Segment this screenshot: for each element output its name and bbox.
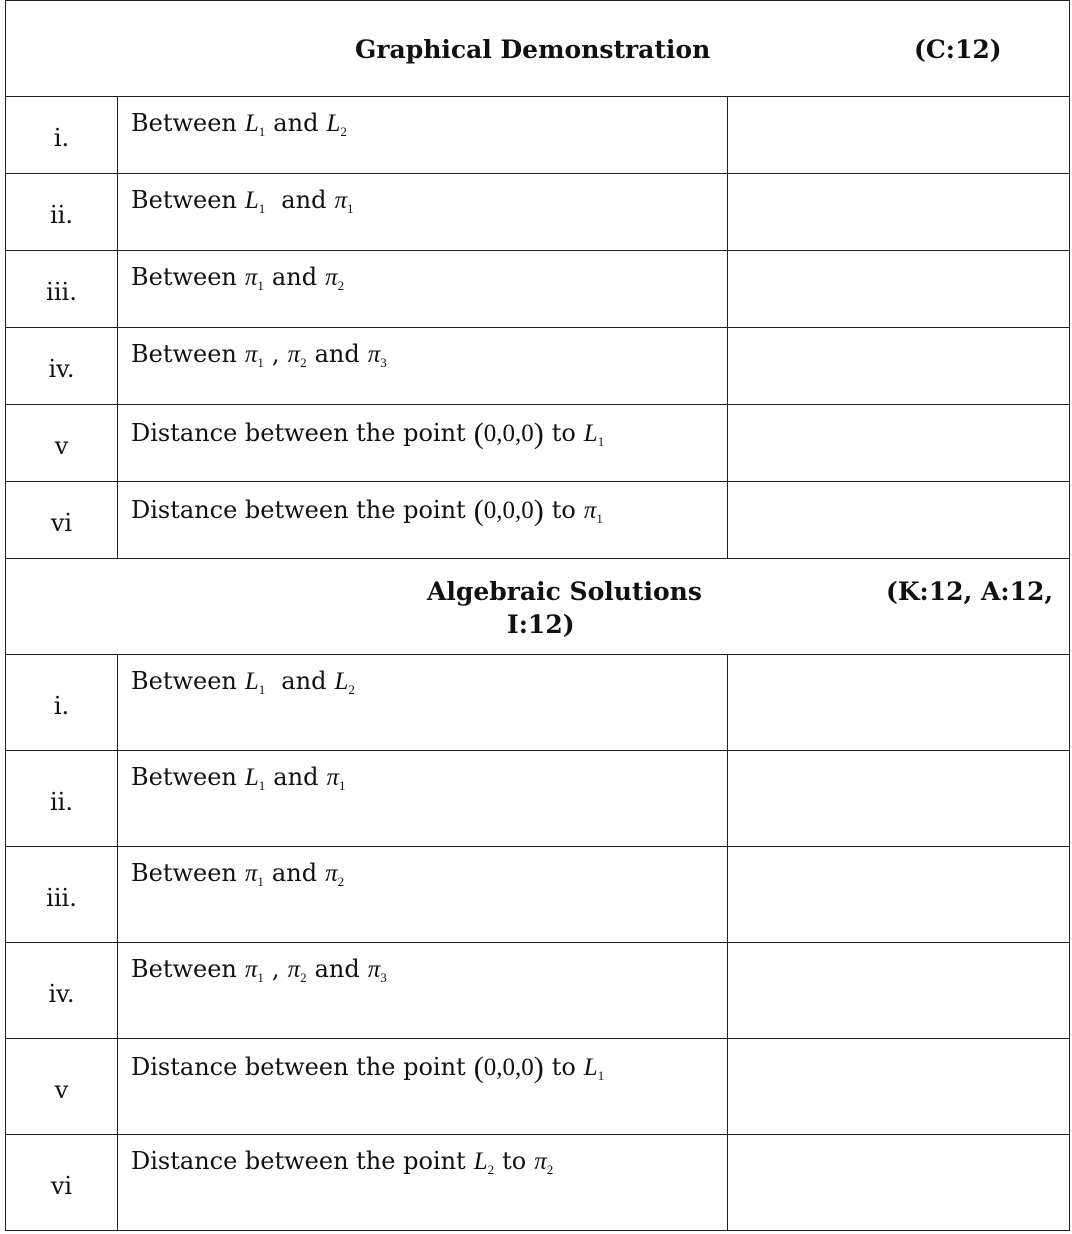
table-row (6, 751, 1070, 847)
answer-cell[interactable] (728, 482, 1070, 559)
row-number: ii. (6, 751, 118, 847)
answer-cell[interactable] (728, 1135, 1070, 1231)
section-code: (C:12) (914, 35, 1002, 64)
row-description: Between $L_1$ and $\pi_1$ (118, 174, 728, 251)
section-header-graphical (6, 1, 1070, 97)
row-description: Between $\pi_1$ and $\pi_2$ (118, 847, 728, 943)
row-description: Between $\pi_1$ , $\pi_2$ and $\pi_3$ (118, 328, 728, 405)
worksheet-table (5, 0, 1070, 1231)
table-row (6, 328, 1070, 405)
row-number: v (6, 1039, 118, 1135)
table-row (6, 482, 1070, 559)
table-row (6, 1135, 1070, 1231)
answer-cell[interactable] (728, 97, 1070, 174)
table-row (6, 655, 1070, 751)
row-number: i. (6, 97, 118, 174)
answer-cell[interactable] (728, 405, 1070, 482)
section-title: Graphical Demonstration (355, 35, 711, 64)
section-code: (K:12, A:12, (886, 577, 1054, 606)
row-description: Distance between the point $L_2$ to $\pi_2$ (118, 1135, 728, 1231)
row-number: i. (6, 655, 118, 751)
answer-cell[interactable] (728, 751, 1070, 847)
row-number: vi (6, 482, 118, 559)
row-description: Distance between the point (0,0,0) to $L_1$ (118, 1039, 728, 1135)
row-description: Between $L_1$ and $L_2$ (118, 97, 728, 174)
row-description: Between $\pi_1$ and $\pi_2$ (118, 251, 728, 328)
answer-cell[interactable] (728, 655, 1070, 751)
row-number: v (6, 405, 118, 482)
table-row (6, 251, 1070, 328)
section-title: Algebraic Solutions (427, 577, 702, 606)
answer-cell[interactable] (728, 174, 1070, 251)
answer-cell[interactable] (728, 943, 1070, 1039)
answer-cell[interactable] (728, 1039, 1070, 1135)
table-row (6, 943, 1070, 1039)
row-description: Between $L_1$ and $L_2$ (118, 655, 728, 751)
row-description: Distance between the point (0,0,0) to $L_1$ (118, 405, 728, 482)
row-description: Distance between the point (0,0,0) to $\pi_1$ (118, 482, 728, 559)
table-row (6, 174, 1070, 251)
table-row (6, 1039, 1070, 1135)
answer-cell[interactable] (728, 251, 1070, 328)
row-description: Between $L_1$ and $\pi_1$ (118, 751, 728, 847)
row-number: iii. (6, 847, 118, 943)
row-number: iv. (6, 328, 118, 405)
table-row (6, 405, 1070, 482)
table-row (6, 97, 1070, 174)
row-description: Between $\pi_1$ , $\pi_2$ and $\pi_3$ (118, 943, 728, 1039)
answer-cell[interactable] (728, 328, 1070, 405)
row-number: iii. (6, 251, 118, 328)
row-number: vi (6, 1135, 118, 1231)
section-code-continued: I:12) (507, 610, 575, 639)
row-number: iv. (6, 943, 118, 1039)
row-number: ii. (6, 174, 118, 251)
answer-cell[interactable] (728, 847, 1070, 943)
section-header-algebraic (6, 559, 1070, 655)
table-row (6, 847, 1070, 943)
